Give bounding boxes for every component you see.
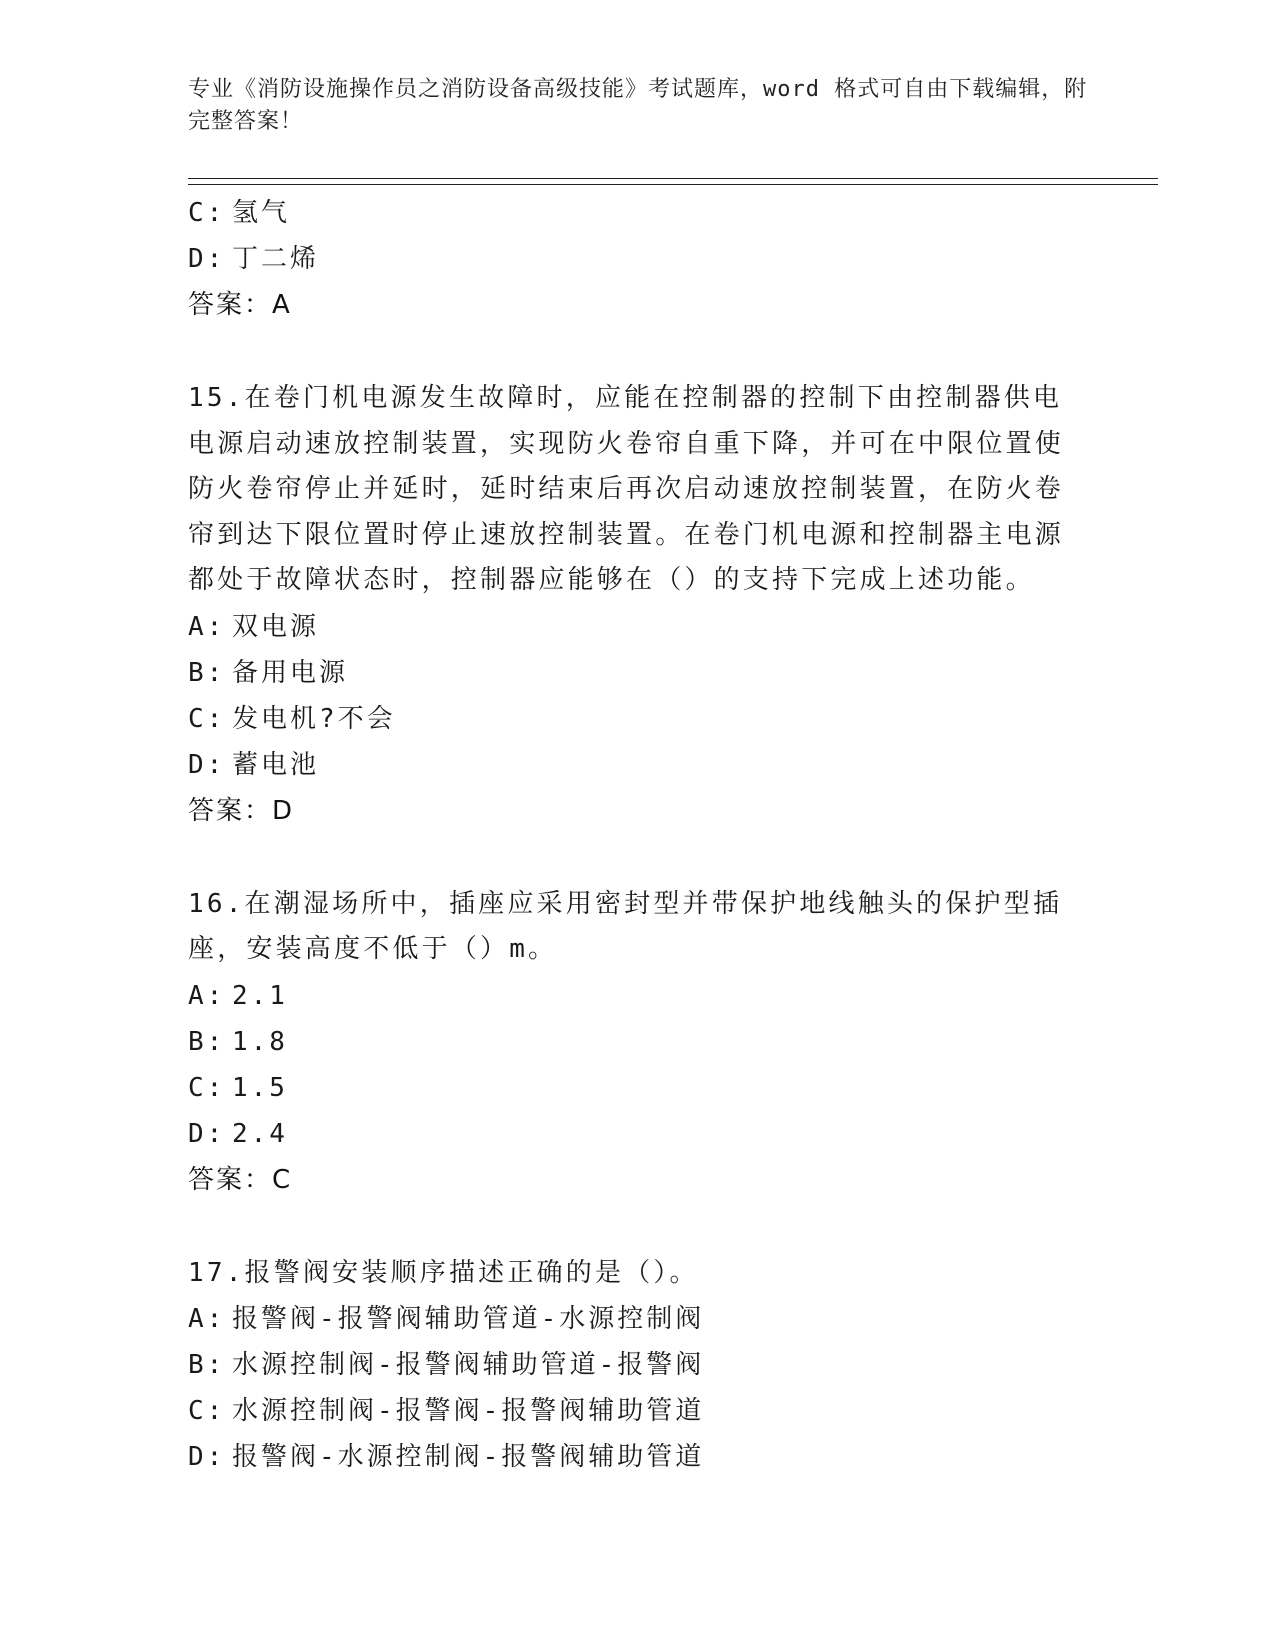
option-d: D: 丁二烯 — [188, 244, 320, 274]
question-stem: 15.在卷门机电源发生故障时，应能在控制器的控制下由控制器供电电源启动速放控制装置，实现防火卷帘自重下降，并可在中限位置使防火卷帘停止并延时，延时结束后再次启动速放控制装置，在防火卷帘到达下限位置时停止速放控制装置。在卷门机电源和控制器主电源都处于故障状态时，控制器应能够在（）的支持下完成上述功能。 — [188, 383, 1065, 595]
page-header: 专业《消防设施操作员之消防设备高级技能》考试题库，word 格式可自由下载编辑，附完整答案！ — [188, 77, 1088, 134]
question-16 — [188, 882, 1088, 1203]
option-d: D: 2.4 — [188, 1118, 288, 1149]
option-c: C: 氢气 — [188, 198, 291, 228]
option-d: D: 报警阀-水源控制阀-报警阀辅助管道 — [188, 1442, 705, 1472]
question-stem: 16.在潮湿场所中，插座应采用密封型并带保护地线触头的保护型插座，安装高度不低于（）m。 — [188, 888, 1063, 964]
option-c: C: 发电机?不会 — [188, 703, 396, 734]
header-divider — [188, 178, 1158, 185]
option-b: B: 备用电源 — [188, 657, 349, 688]
question-17 — [188, 1251, 1088, 1481]
option-c: C: 1.5 — [188, 1072, 288, 1103]
spacer — [188, 1203, 1088, 1251]
option-c: C: 水源控制阀-报警阀-报警阀辅助管道 — [188, 1396, 705, 1426]
answer-line: 答案：A — [188, 290, 292, 320]
option-a: A: 2.1 — [188, 980, 288, 1011]
option-b: B: 水源控制阀-报警阀辅助管道-报警阀 — [188, 1350, 705, 1380]
option-d: D: 蓄电池 — [188, 749, 320, 780]
answer-line: 答案：D — [188, 795, 295, 826]
question-content — [188, 190, 1088, 1480]
option-a: A: 报警阀-报警阀辅助管道-水源控制阀 — [188, 1304, 705, 1334]
previous-question-tail — [188, 190, 1088, 328]
answer-line: 答案：C — [188, 1164, 293, 1195]
spacer — [188, 328, 1088, 376]
question-15 — [188, 376, 1088, 834]
spacer — [188, 834, 1088, 882]
question-stem: 17.报警阀安装顺序描述正确的是（）。 — [188, 1257, 699, 1288]
option-b: B: 1.8 — [188, 1026, 288, 1057]
option-a: A: 双电源 — [188, 611, 320, 642]
